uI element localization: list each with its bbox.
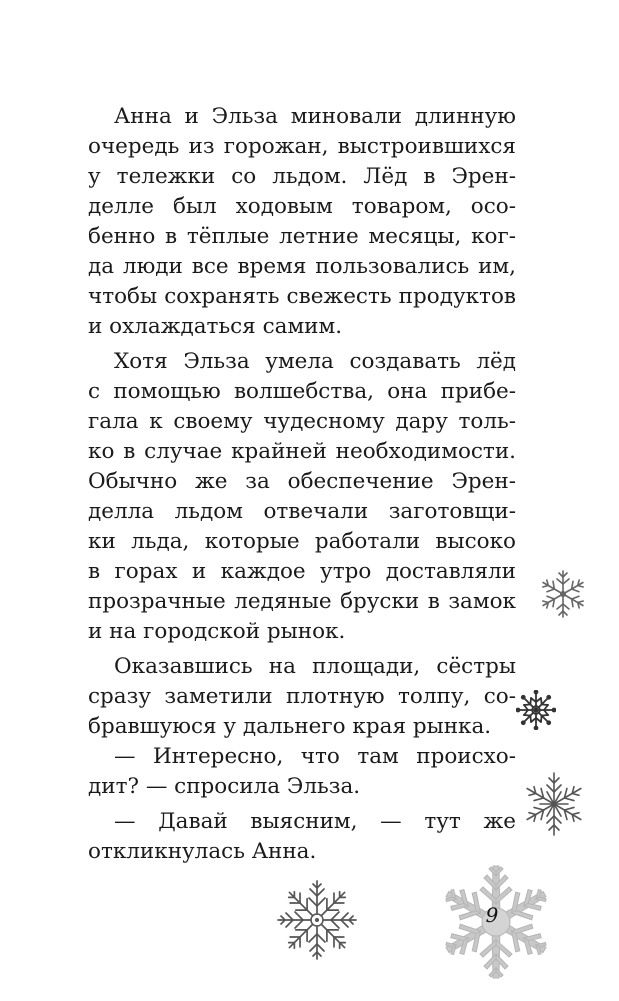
text-line: сразу заметили плотную толпу, со-	[88, 684, 516, 709]
text-line: дит? — спросила Эльза.	[88, 774, 361, 799]
text-line: ки льда, которые работали высоко	[88, 529, 516, 554]
text-line: Оказавшись на площади, сёстры	[114, 654, 516, 679]
text-line: и охлаждаться самим.	[88, 314, 343, 339]
text-line: да люди все время пользовались им,	[88, 254, 516, 279]
text-line: чтобы сохранять свежесть продуктов	[88, 284, 516, 309]
snowflake-icon	[520, 770, 588, 838]
text-line: бенно в тёплые летние месяцы, ког-	[88, 224, 516, 249]
body-text	[88, 102, 516, 867]
snowflake-icon	[516, 690, 556, 730]
text-line: очередь из горожан, выстроившихся	[88, 134, 516, 159]
text-line: в горах и каждое утро доставляли	[88, 559, 516, 584]
text-line: гала к своему чудесному дару толь-	[88, 409, 516, 434]
text-line: Хотя Эльза умела создавать лёд	[114, 349, 516, 374]
text-line: — Давай выясним, — тут же	[114, 809, 516, 834]
text-line: ко в случае крайней необходимости.	[88, 439, 516, 464]
text-line: делла льдом отвечали заготовщи-	[88, 499, 516, 524]
snowflake-icon	[275, 878, 359, 962]
text-line: прозрачные ледяные бруски в замок	[88, 589, 516, 614]
text-line: Обычно же за обеспечение Эрен-	[88, 469, 516, 494]
text-line: с помощью волшебства, она прибе-	[88, 379, 516, 404]
snowflake-icon	[537, 568, 589, 620]
text-line: бравшуюся у дальнего края рынка.	[88, 714, 492, 739]
text-line: делле был ходовым товаром, осо-	[88, 194, 516, 219]
text-line: у тележки со льдом. Лёд в Эрен-	[88, 164, 516, 189]
text-line: Анна и Эльза миновали длинную	[114, 104, 516, 129]
text-line: — Интересно, что там происхо-	[114, 744, 516, 769]
page-number: 9	[485, 903, 499, 927]
text-line: откликнулась Анна.	[88, 839, 317, 864]
text-line: и на городской рынок.	[88, 619, 346, 644]
